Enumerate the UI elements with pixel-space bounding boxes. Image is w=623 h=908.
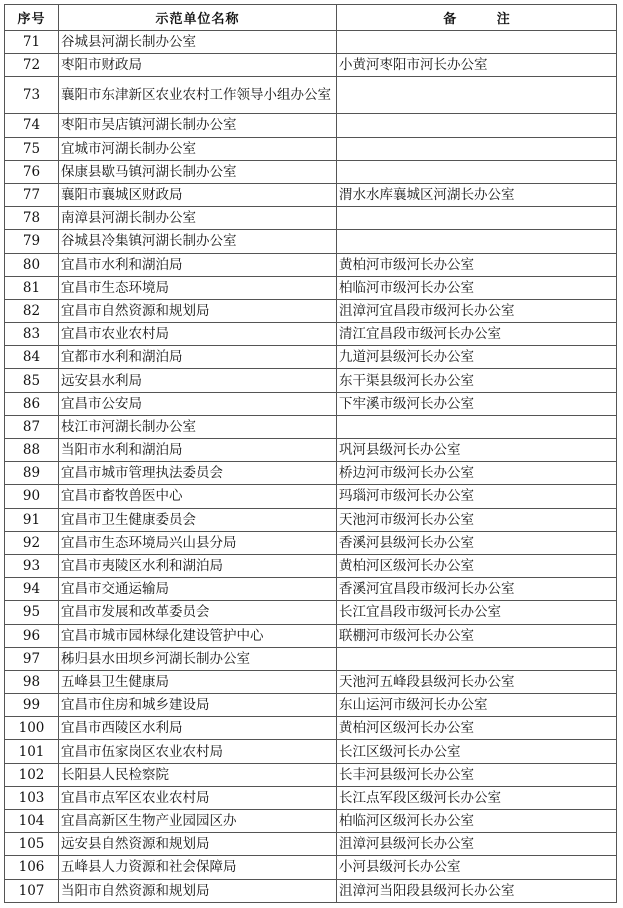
table-row [5,415,617,438]
serial-number-cell: 76 [5,160,59,183]
table-row [5,531,617,554]
table-row [5,601,617,624]
serial-number-cell: 101 [5,740,59,763]
serial-number-cell: 97 [5,647,59,670]
table-row [5,462,617,485]
unit-name-cell: 枣阳市吴店镇河湖长制办公室 [59,114,337,137]
unit-name-cell: 宜昌市发展和改革委员会 [59,601,337,624]
table-row [5,323,617,346]
table-row [5,114,617,137]
serial-number-cell: 75 [5,137,59,160]
serial-number-cell: 95 [5,601,59,624]
unit-name-cell: 五峰县卫生健康局 [59,670,337,693]
serial-number-cell: 93 [5,554,59,577]
unit-name-cell: 宜昌市生态环境局兴山县分局 [59,531,337,554]
unit-name-cell: 襄阳市东津新区农业农村工作领导小组办公室 [59,77,337,114]
remarks-cell [337,114,617,137]
table-row [5,810,617,833]
table-row [5,786,617,809]
table-row [5,624,617,647]
remarks-cell [337,160,617,183]
unit-name-cell: 宜昌市公安局 [59,392,337,415]
serial-number-cell: 107 [5,879,59,902]
unit-name-cell: 南漳县河湖长制办公室 [59,207,337,230]
table-row [5,276,617,299]
unit-name-cell: 宜昌市城市管理执法委员会 [59,462,337,485]
serial-number-cell: 82 [5,299,59,322]
unit-name-cell: 宜昌市城市园林绿化建设管护中心 [59,624,337,647]
unit-name-cell: 宜昌高新区生物产业园园区办 [59,810,337,833]
remarks-cell [337,415,617,438]
serial-number-cell: 89 [5,462,59,485]
serial-number-cell: 100 [5,717,59,740]
table-row [5,670,617,693]
remarks-cell: 东干渠县级河长办公室 [337,369,617,392]
table-row [5,879,617,902]
serial-number-cell: 102 [5,763,59,786]
unit-name-cell: 宜昌市畜牧兽医中心 [59,485,337,508]
remarks-cell: 巩河县级河长办公室 [337,439,617,462]
table-row [5,554,617,577]
unit-name-cell: 宜昌市卫生健康委员会 [59,508,337,531]
remarks-cell: 沮漳河当阳段县级河长办公室 [337,879,617,902]
table-row [5,369,617,392]
unit-name-cell: 宜昌市交通运输局 [59,578,337,601]
remarks-cell: 下牢溪市级河长办公室 [337,392,617,415]
serial-number-cell: 85 [5,369,59,392]
unit-name-cell: 宜昌市夷陵区水利和湖泊局 [59,554,337,577]
serial-number-cell: 77 [5,183,59,206]
table-row [5,508,617,531]
serial-number-cell: 72 [5,54,59,77]
unit-name-cell: 宜昌市住房和城乡建设局 [59,694,337,717]
serial-number-cell: 96 [5,624,59,647]
remarks-cell: 长丰河县级河长办公室 [337,763,617,786]
unit-name-cell: 宜都市水利和湖泊局 [59,346,337,369]
remarks-cell: 小河县级河长办公室 [337,856,617,879]
serial-number-cell: 104 [5,810,59,833]
serial-number-cell: 98 [5,670,59,693]
remarks-cell: 玛瑙河市级河长办公室 [337,485,617,508]
table-row [5,160,617,183]
remarks-cell [337,77,617,114]
unit-name-cell: 远安县自然资源和规划局 [59,833,337,856]
remarks-cell [337,137,617,160]
table-row [5,54,617,77]
unit-name-cell: 当阳市水利和湖泊局 [59,439,337,462]
table-row [5,833,617,856]
unit-name-cell: 宜昌市水利和湖泊局 [59,253,337,276]
remarks-cell: 东山运河市级河长办公室 [337,694,617,717]
table-row [5,253,617,276]
remarks-cell: 桥边河市级河长办公室 [337,462,617,485]
unit-name-cell: 枝江市河湖长制办公室 [59,415,337,438]
table-body [5,31,617,903]
serial-number-cell: 99 [5,694,59,717]
unit-name-cell: 宜昌市农业农村局 [59,323,337,346]
unit-name-cell: 谷城县河湖长制办公室 [59,31,337,54]
table-row [5,207,617,230]
header-serial-number: 序号 [5,5,59,31]
serial-number-cell: 88 [5,439,59,462]
serial-number-cell: 83 [5,323,59,346]
remarks-cell: 香溪河县级河长办公室 [337,531,617,554]
table-row [5,392,617,415]
remarks-cell: 长江区级河长办公室 [337,740,617,763]
serial-number-cell: 80 [5,253,59,276]
unit-name-cell: 长阳县人民检察院 [59,763,337,786]
remarks-cell [337,230,617,253]
serial-number-cell: 92 [5,531,59,554]
remarks-cell: 长江宜昌段市级河长办公室 [337,601,617,624]
table-row [5,647,617,670]
table-row [5,763,617,786]
serial-number-cell: 87 [5,415,59,438]
serial-number-cell: 103 [5,786,59,809]
table-row [5,439,617,462]
serial-number-cell: 105 [5,833,59,856]
remarks-cell: 柏临河区级河长办公室 [337,810,617,833]
serial-number-cell: 106 [5,856,59,879]
remarks-cell: 联棚河市级河长办公室 [337,624,617,647]
serial-number-cell: 84 [5,346,59,369]
table-row [5,77,617,114]
serial-number-cell: 86 [5,392,59,415]
demonstration-units-table [4,4,617,903]
serial-number-cell: 81 [5,276,59,299]
remarks-cell: 渭水水库襄城区河湖长办公室 [337,183,617,206]
remarks-cell: 沮漳河县级河长办公室 [337,833,617,856]
unit-name-cell: 谷城县冷集镇河湖长制办公室 [59,230,337,253]
unit-name-cell: 襄阳市襄城区财政局 [59,183,337,206]
table-row [5,183,617,206]
header-remarks: 备 注 [337,5,617,31]
table-row [5,578,617,601]
unit-name-cell: 宜昌市自然资源和规划局 [59,299,337,322]
table-row [5,694,617,717]
remarks-cell: 黄柏河区级河长办公室 [337,554,617,577]
unit-name-cell: 五峰县人力资源和社会保障局 [59,856,337,879]
remarks-cell: 沮漳河宜昌段市级河长办公室 [337,299,617,322]
remarks-cell: 黄柏河市级河长办公室 [337,253,617,276]
serial-number-cell: 73 [5,77,59,114]
remarks-cell: 长江点军段区级河长办公室 [337,786,617,809]
table-row [5,299,617,322]
unit-name-cell: 宜城市河湖长制办公室 [59,137,337,160]
remarks-cell [337,31,617,54]
serial-number-cell: 91 [5,508,59,531]
header-row [5,5,617,31]
remarks-cell: 天池河市级河长办公室 [337,508,617,531]
serial-number-cell: 71 [5,31,59,54]
table-row [5,346,617,369]
unit-name-cell: 宜昌市生态环境局 [59,276,337,299]
remarks-cell: 小黄河枣阳市河长办公室 [337,54,617,77]
remarks-cell: 黄柏河区级河长办公室 [337,717,617,740]
serial-number-cell: 90 [5,485,59,508]
remarks-cell [337,647,617,670]
unit-name-cell: 宜昌市点军区农业农村局 [59,786,337,809]
serial-number-cell: 94 [5,578,59,601]
table-row [5,740,617,763]
unit-name-cell: 保康县歇马镇河湖长制办公室 [59,160,337,183]
header-unit-name: 示范单位名称 [59,5,337,31]
remarks-cell [337,207,617,230]
remarks-cell: 香溪河宜昌段市级河长办公室 [337,578,617,601]
unit-name-cell: 远安县水利局 [59,369,337,392]
remarks-cell: 九道河县级河长办公室 [337,346,617,369]
table-row [5,856,617,879]
table-row [5,485,617,508]
table-row [5,717,617,740]
table-row [5,31,617,54]
serial-number-cell: 78 [5,207,59,230]
unit-name-cell: 宜昌市伍家岗区农业农村局 [59,740,337,763]
remarks-cell: 柏临河市级河长办公室 [337,276,617,299]
unit-name-cell: 秭归县水田坝乡河湖长制办公室 [59,647,337,670]
table-row [5,137,617,160]
remarks-cell: 天池河五峰段县级河长办公室 [337,670,617,693]
table-row [5,230,617,253]
serial-number-cell: 79 [5,230,59,253]
unit-name-cell: 当阳市自然资源和规划局 [59,879,337,902]
unit-name-cell: 枣阳市财政局 [59,54,337,77]
remarks-cell: 清江宜昌段市级河长办公室 [337,323,617,346]
serial-number-cell: 74 [5,114,59,137]
unit-name-cell: 宜昌市西陵区水利局 [59,717,337,740]
